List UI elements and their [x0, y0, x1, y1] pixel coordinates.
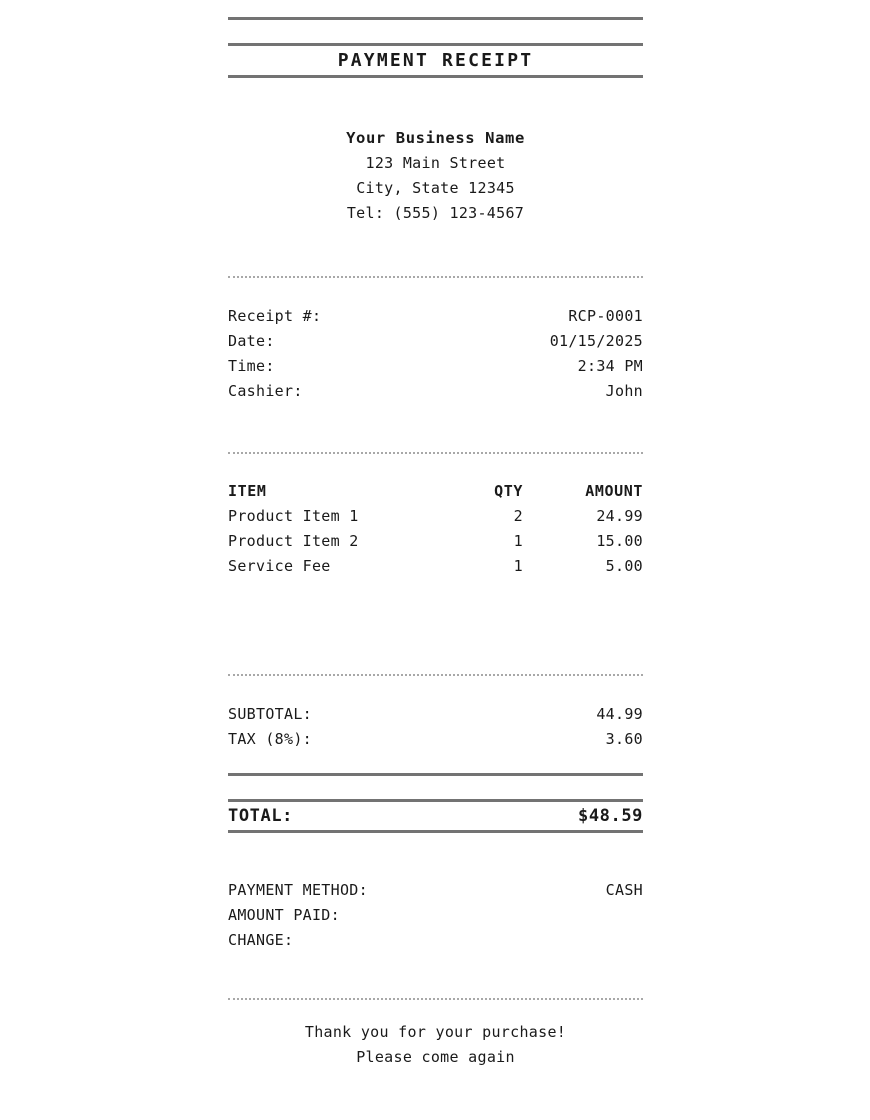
total-value: $48.59	[577, 806, 643, 826]
total-label: TOTAL:	[228, 806, 294, 826]
items-gap-above	[228, 404, 643, 452]
business-address-line2: City, State 12345	[356, 179, 515, 197]
payment-row-amount-paid	[228, 903, 643, 928]
title-gap-above	[228, 20, 643, 43]
table-row	[228, 554, 643, 579]
meta-row-time	[228, 354, 643, 379]
item-amount: 5.00	[605, 557, 643, 575]
item-name: Product Item 2	[228, 532, 359, 550]
business-address-line1: 123 Main Street	[365, 154, 506, 172]
items-reserved-space	[228, 579, 643, 674]
summary-label: TAX (8%):	[228, 730, 312, 748]
summary-inner-gap	[228, 676, 643, 702]
receipt-document	[228, 0, 643, 1070]
summary-label: SUBTOTAL:	[228, 705, 312, 723]
total-inner-gap	[228, 776, 643, 799]
summary-row-subtotal	[228, 702, 643, 727]
top-spacer	[228, 0, 643, 17]
column-header-amount: AMOUNT	[585, 482, 643, 500]
meta-value: John	[605, 382, 643, 400]
table-row	[228, 529, 643, 554]
footer-again: Please come again	[356, 1048, 515, 1066]
payment-value: CASH	[605, 881, 643, 899]
meta-row-receipt-number	[228, 304, 643, 329]
items-inner-gap	[228, 454, 643, 479]
meta-row-cashier	[228, 379, 643, 404]
table-row	[228, 504, 643, 529]
summary-row-tax	[228, 727, 643, 752]
payment-label: PAYMENT METHOD:	[228, 881, 368, 899]
footer-gap-above	[228, 953, 643, 998]
meta-label: Date:	[228, 332, 275, 350]
payment-gap-above	[228, 833, 643, 878]
meta-label: Time:	[228, 357, 275, 375]
total-row	[228, 802, 643, 830]
footer-thanks: Thank you for your purchase!	[304, 1023, 567, 1041]
payment-row-method	[228, 878, 643, 903]
column-header-qty: QTY	[494, 482, 523, 500]
item-name: Product Item 1	[228, 507, 359, 525]
item-name: Service Fee	[228, 557, 331, 575]
meta-label: Cashier:	[228, 382, 303, 400]
page-title: PAYMENT RECEIPT	[337, 50, 534, 71]
meta-value: 2:34 PM	[577, 357, 643, 375]
item-amount: 15.00	[596, 532, 643, 550]
summary-value: 44.99	[596, 705, 643, 723]
items-table-header	[228, 479, 643, 504]
item-amount: 24.99	[596, 507, 643, 525]
meta-value: RCP-0001	[568, 307, 643, 325]
payment-row-change	[228, 928, 643, 953]
payment-label: CHANGE:	[228, 931, 294, 949]
business-phone: Tel: (555) 123-4567	[346, 204, 525, 222]
business-name: Your Business Name	[346, 129, 525, 147]
footer-inner-gap	[228, 1000, 643, 1020]
column-header-item: ITEM	[228, 482, 267, 500]
meta-gap-above	[228, 226, 643, 276]
summary-value: 3.60	[605, 730, 643, 748]
item-qty: 1	[513, 532, 523, 550]
meta-label: Receipt #:	[228, 307, 322, 325]
payment-label: AMOUNT PAID:	[228, 906, 340, 924]
meta-inner-gap	[228, 278, 643, 304]
item-qty: 1	[513, 557, 523, 575]
item-qty: 2	[513, 507, 523, 525]
meta-row-date	[228, 329, 643, 354]
meta-value: 01/15/2025	[549, 332, 643, 350]
total-gap-above	[228, 752, 643, 773]
business-gap-above	[228, 78, 643, 126]
